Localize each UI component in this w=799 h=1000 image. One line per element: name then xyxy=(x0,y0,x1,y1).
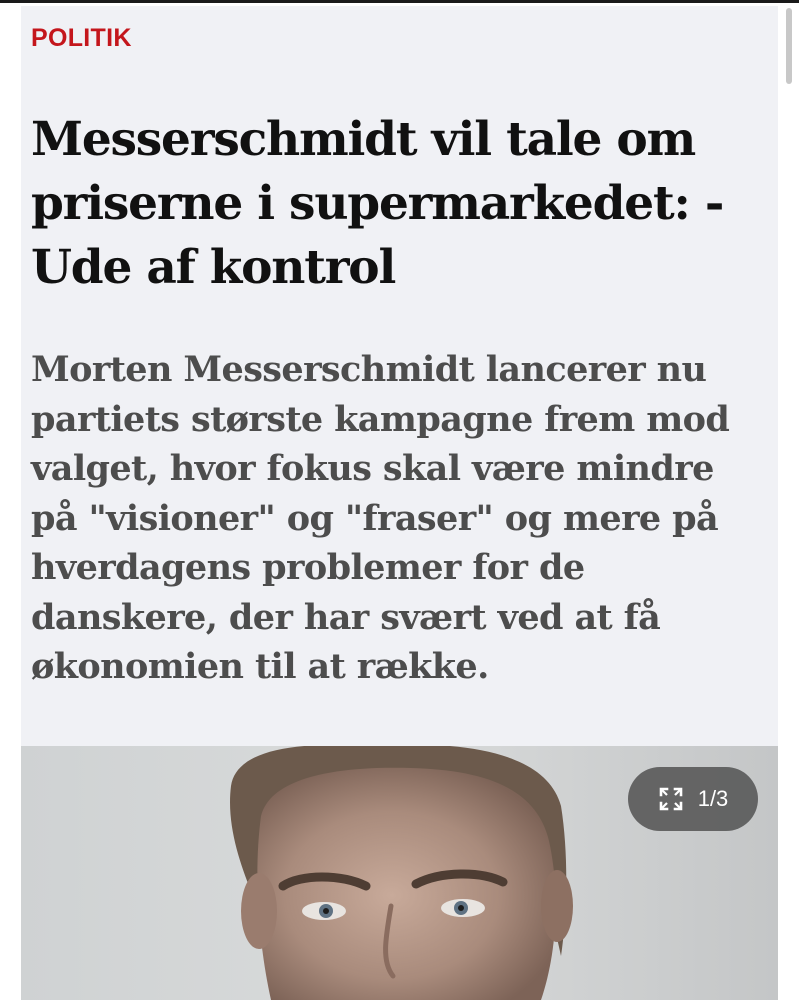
top-divider xyxy=(0,0,799,3)
scrollbar[interactable] xyxy=(786,8,792,84)
section-label[interactable]: POLITIK xyxy=(31,24,132,52)
expand-icon xyxy=(658,786,684,812)
gallery-counter: 1/3 xyxy=(697,786,729,811)
article-lead: Morten Messerschmidt lancerer nu partiets største kampagne frem mod valget, hvor fokus skal være mindre på "visioner" og "fraser" og mere på hverdagens problemer for de danskere, der har svært ved at få økonomien til at række. xyxy=(31,349,730,687)
gallery-counter-button[interactable] xyxy=(628,767,758,831)
article-headline: Messerschmidt vil tale om priserne i supermarkedet: - Ude af kontrol xyxy=(31,112,724,295)
